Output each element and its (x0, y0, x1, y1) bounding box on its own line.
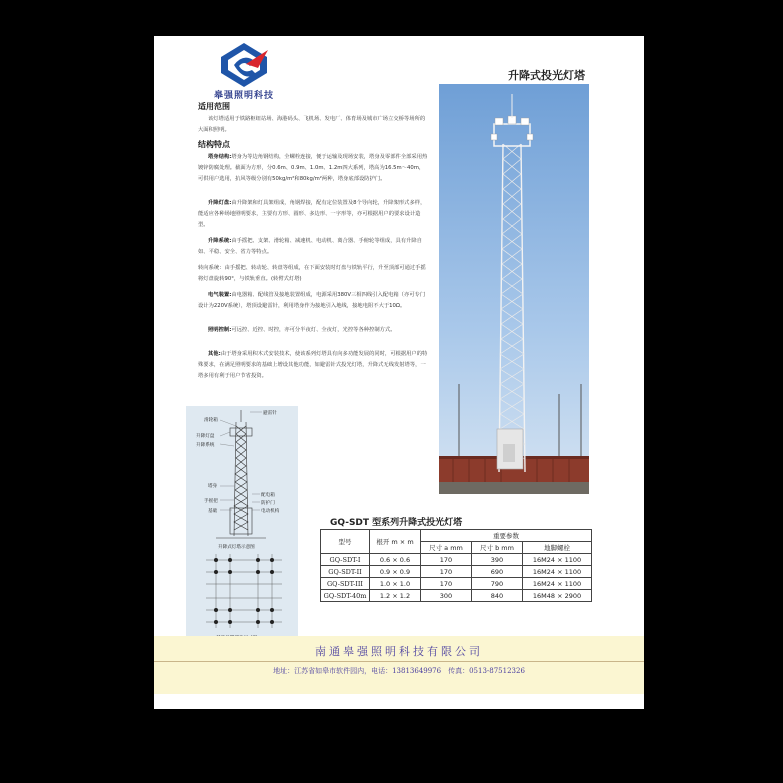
table-row (321, 554, 592, 566)
lift-system-label: 升降系统: (208, 238, 232, 244)
diagram-caption-tower: 升降式灯塔示意图 (218, 545, 255, 550)
other-text: 由于塔身采用积木式安装技术，使该系列灯塔具有向多功能发展的同时，可根据用户的特殊要求，在满足照明要求的基础上增设其他功能，如避雷针式投光灯塔，升降式无线发射塔等，一塔多用有利于用户节省投资。 (198, 351, 428, 379)
cell-model: GQ-SDT-40m (321, 590, 370, 602)
col-header-root: 根开 m × m (370, 530, 421, 554)
table-row (321, 578, 592, 590)
cell-root: 1.0 × 1.0 (370, 578, 421, 590)
diagram-label-lamp-disk: 升降灯盘 (196, 434, 215, 439)
table-row (321, 566, 592, 578)
tower-structure-text: 塔身为等边角钢结构，全螺栓连接，便于运输及现场安装，塔身及零部件全部采用热镀锌防腐处理。截面为方形，分0.6m、0.9m、1.0m、1.2m四大系列，塔高为16.5m～40m，可供用户选用，抗风等级分别有50kg/m²和80kg/m²两种，塔身底部设防护门。 (198, 154, 428, 182)
spec-table-title: GQ-SDT 型系列升降式投光灯塔 (330, 518, 463, 528)
lift-system-paragraph (198, 236, 428, 258)
diagram-label-tower-body: 塔身 (208, 484, 218, 489)
diagram-label-pulley-box: 滑轮箱 (204, 418, 218, 423)
cell-bolt: 16M24 × 1100 (523, 578, 592, 590)
footer-band (154, 636, 644, 694)
electrical-text: 由电器箱、配线管及接地装置组成，电源采用380V三相四线引入配电箱（亦可专门设计为220V系统），塔顶设避雷针，利用塔身作为接地引入地线，接地电阻不大于10Ω。 (198, 292, 426, 309)
cell-root: 0.9 × 0.9 (370, 566, 421, 578)
electrical-label: 电气装置: (208, 292, 232, 298)
lighting-control-label: 照明控制: (208, 327, 232, 333)
footer-divider (154, 661, 644, 662)
company-logo-icon (216, 40, 272, 90)
lamp-disk-label: 升降灯盘: (208, 200, 232, 206)
tower-photo (439, 84, 589, 494)
scope-heading: 适用范围 (198, 102, 230, 111)
tower-structure-label: 塔身结构: (208, 154, 232, 160)
lamp-disk-text: 由升降架和灯具架组成，角钢焊接，配有定位装置及8个导向轮，升降架形式多样，能适应各种场地照明要求，主要有方形、圆形、多边形、一字形等，亦可根据用户的要求设计造型。 (198, 200, 426, 228)
other-paragraph (198, 349, 428, 382)
cell-b: 390 (472, 554, 523, 566)
diagram-label-distribution-box: 配电箱 (261, 493, 275, 498)
col-header-model: 型号 (321, 530, 370, 554)
cell-bolt: 16M24 × 1100 (523, 554, 592, 566)
tower-schematic-diagram (186, 406, 298, 648)
diagram-label-hand-crank: 手摇把 (204, 499, 218, 504)
table-row (321, 590, 592, 602)
cell-a: 300 (421, 590, 472, 602)
lift-system-text: 由手摇把、支架、滑轮箱、减速机、电动机、离合器、手俯轮等组成，具有升降自如、平稳、安全、省力等特点。 (198, 238, 423, 255)
lamp-disk-paragraph (198, 198, 428, 231)
cell-root: 0.6 × 0.6 (370, 554, 421, 566)
scope-text: 该灯塔适用于铁路枢纽站场、海港码头、飞机场、发电厂、体育场及城市广场立交桥等场所的大面积照明。 (198, 116, 426, 133)
tower-structure-paragraph (198, 152, 428, 185)
brochure-page (154, 36, 644, 709)
col-header-a: 尺寸 a mm (421, 542, 472, 554)
cell-bolt: 16M24 × 1100 (523, 566, 592, 578)
turn-system-text: 转向系统：由手摇把、转动轮、转盘等组成，在下面安装时灯盘与铁轨平行，升至顶部可通过手摇将灯盘旋转90°，与铁轨垂直。(转臂式灯塔) (198, 265, 426, 282)
cell-root: 1.2 × 1.2 (370, 590, 421, 602)
diagram-label-motor-unit: 电动机构 (261, 509, 280, 514)
lighting-control-text: 可远控、近控、时控，亦可分半夜灯、全夜灯，光控等各种控制方式。 (231, 327, 396, 333)
cell-model: GQ-SDT-I (321, 554, 370, 566)
col-header-group: 重要参数 (421, 530, 592, 542)
electrical-paragraph (198, 290, 428, 312)
cell-model: GQ-SDT-III (321, 578, 370, 590)
diagram-label-foundation: 基础 (208, 509, 218, 514)
diagram-label-lift-system: 升降系统 (196, 443, 215, 448)
cell-b: 840 (472, 590, 523, 602)
col-header-bolt: 地脚螺栓 (523, 542, 592, 554)
company-name: 南通皋强照明科技有限公司 (315, 645, 483, 658)
cell-model: GQ-SDT-II (321, 566, 370, 578)
col-header-b: 尺寸 b mm (472, 542, 523, 554)
structure-heading: 结构特点 (198, 140, 230, 149)
cell-a: 170 (421, 566, 472, 578)
logo-text: 皋强照明科技 (214, 91, 275, 101)
lighting-control-paragraph (198, 325, 428, 336)
cell-b: 790 (472, 578, 523, 590)
cell-b: 690 (472, 566, 523, 578)
document-title: 升降式投光灯塔 (508, 69, 585, 82)
cell-bolt: 16M48 × 2900 (523, 590, 592, 602)
other-label: 其他: (208, 351, 221, 357)
cell-a: 170 (421, 554, 472, 566)
diagram-label-protective-door: 防护门 (261, 501, 275, 506)
company-address: 地址：江苏省如皋市软件园内，电话：13813649976 传真：0513-87512326 (273, 667, 525, 675)
spec-table (320, 529, 592, 602)
diagram-label-lightning-rod: 避雷针 (263, 411, 277, 416)
cell-a: 170 (421, 578, 472, 590)
